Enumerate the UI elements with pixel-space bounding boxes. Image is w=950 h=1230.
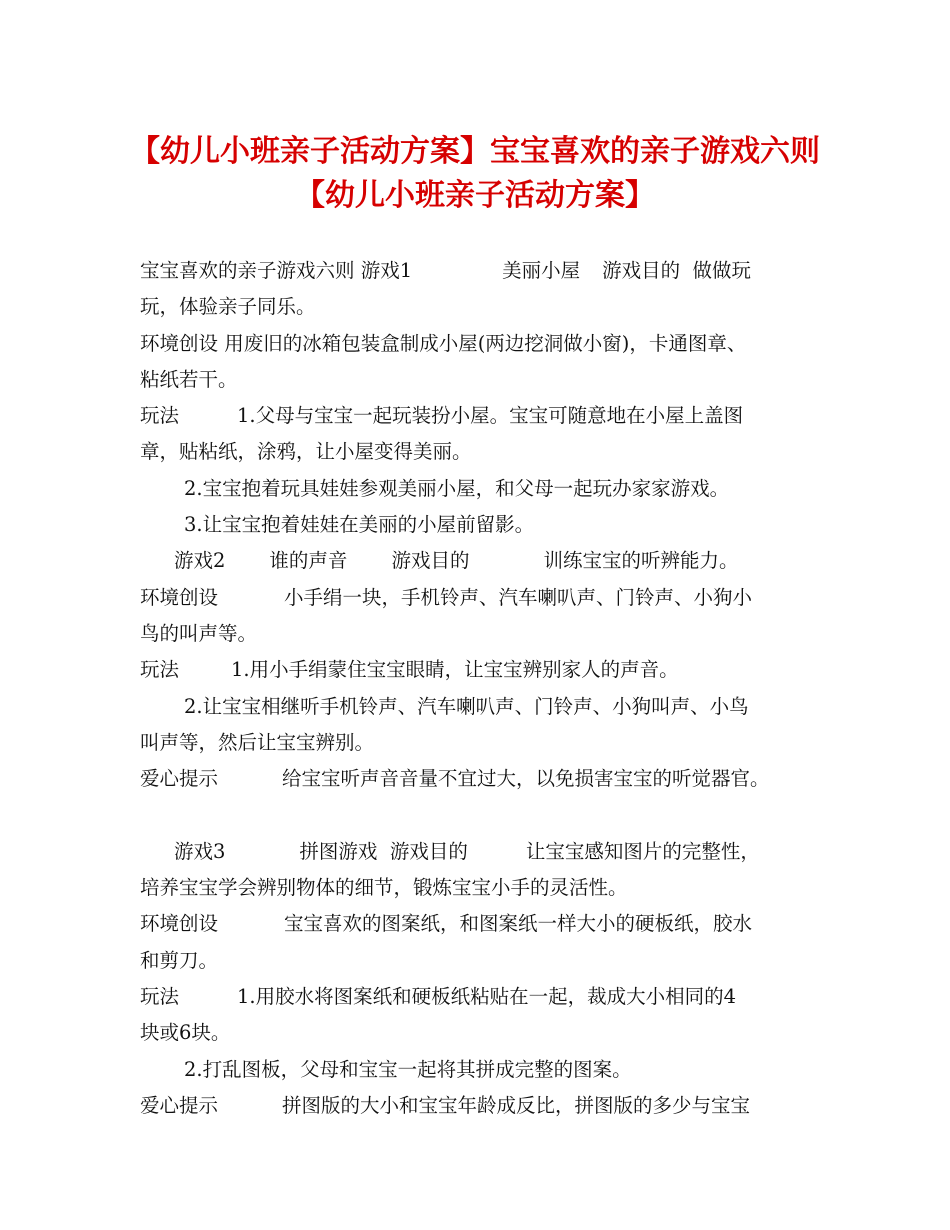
game2-play-label: 玩法 [140, 658, 180, 682]
game2-play-line [140, 652, 840, 688]
game3-name: 拼图游戏 [299, 839, 378, 863]
game2-play-step-2-continuation: 叫声等，然后让宝宝辨别。 [140, 730, 375, 754]
game1-environment: 环境创设 用废旧的冰箱包装盒制成小屋(两边挖洞做小窗)，卡通图章、 [140, 331, 747, 355]
game1-play-step-1-continuation: 章，贴粘纸，涂鸦，让小屋变得美丽。 [140, 440, 472, 464]
game3-heading-line [140, 834, 840, 870]
document-body [140, 253, 840, 1124]
game3-play-step-1-continuation: 块或6块。 [140, 1021, 231, 1045]
game3-environment-line [140, 906, 840, 942]
game1-play-step-3: 3.让宝宝抱着娃娃在美丽的小屋前留影。 [184, 513, 535, 537]
game2-environment-line [140, 580, 840, 616]
game3-goal-label: 游戏目的 [389, 839, 468, 863]
game3-tip-text: 拼图版的大小和宝宝年龄成反比，拼图版的多少与宝宝 [282, 1093, 751, 1117]
game2-play-step-2: 2.让宝宝相继听手机铃声、汽车喇叭声、门铃声、小狗叫声、小鸟 [184, 694, 749, 718]
game3-goal-text: 让宝宝感知图片的完整性， [525, 839, 760, 863]
game3-play-step-2: 2.打乱图板，父母和宝宝一起将其拼成完整的图案。 [184, 1057, 632, 1081]
game2-tip-text: 给宝宝听声音音量不宜过大，以免损害宝宝的听觉器官。 [282, 767, 770, 791]
game3-tip-line [140, 1088, 840, 1124]
game2-play-step-1: 1.用小手绢蒙住宝宝眼睛，让宝宝辨别家人的声音。 [231, 658, 679, 682]
game3-play-label: 玩法 [140, 984, 180, 1008]
game2-heading-line [140, 543, 840, 579]
game3-env-text: 宝宝喜欢的图案纸，和图案纸一样大小的硬板纸，胶水 [284, 912, 753, 936]
game2-tip-label: 爱心提示 [140, 767, 219, 791]
game1-goal-text: 做做玩 [692, 259, 752, 282]
game2-env-text: 小手绢一块，手机铃声、汽车喇叭声、门铃声、小狗小 [284, 585, 753, 609]
game1-play-line [140, 398, 840, 434]
game2-environment-continuation: 鸟的叫声等。 [140, 621, 258, 645]
game2-label: 游戏2 [174, 549, 226, 573]
game3-play-line [140, 979, 840, 1015]
game1-heading-line [140, 253, 840, 289]
game3-play-step-1: 1.用胶水将图案纸和硬板纸粘贴在一起，裁成大小相同的4 [237, 984, 737, 1008]
game1-goal-continuation: 玩，体验亲子同乐。 [140, 295, 316, 319]
document-title-line-2: 【幼儿小班亲子活动方案】 [295, 178, 655, 213]
game2-env-label: 环境创设 [140, 585, 219, 609]
game3-goal-continuation: 培养宝宝学会辨别物体的细节，锻炼宝宝小手的灵活性。 [140, 876, 628, 900]
document-title-line-1: 【幼儿小班亲子活动方案】宝宝喜欢的亲子游戏六则 [130, 134, 820, 169]
game1-play-step-2: 2.宝宝抱着玩具娃娃参观美丽小屋，和父母一起玩办家家游戏。 [184, 476, 730, 500]
game3-env-label: 环境创设 [140, 912, 219, 936]
game1-name: 美丽小屋 [502, 259, 581, 282]
game1-play-step-1: 1.父母与宝宝一起玩装扮小屋。宝宝可随意地在小屋上盖图 [237, 404, 744, 428]
game1-environment-continuation: 粘纸若干。 [140, 367, 238, 391]
paragraph-gap [140, 797, 840, 833]
game2-name: 谁的声音 [269, 549, 348, 573]
game1-intro: 宝宝喜欢的亲子游戏六则 游戏1 [140, 259, 413, 282]
game3-tip-label: 爱心提示 [140, 1093, 219, 1117]
game3-label: 游戏3 [174, 839, 226, 863]
game2-goal-text: 训练宝宝的听辨能力。 [543, 549, 739, 573]
game2-tip-line [140, 761, 840, 797]
game2-goal-label: 游戏目的 [391, 549, 470, 573]
game1-goal-label: 游戏目的 [602, 259, 681, 282]
game3-environment-continuation: 和剪刀。 [140, 948, 219, 972]
game1-play-label: 玩法 [140, 404, 180, 428]
